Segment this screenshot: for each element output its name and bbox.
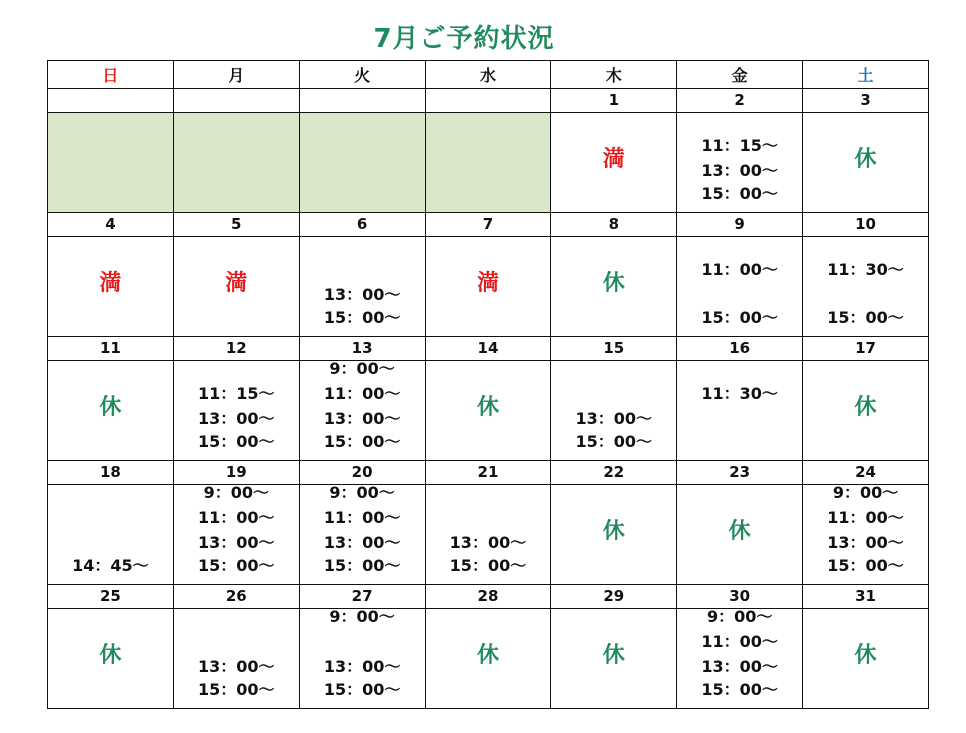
date-number: 13 xyxy=(299,336,425,360)
fully-booked-mark: 満 xyxy=(99,270,122,296)
closed-day-mark: 休 xyxy=(854,642,877,668)
time-slot: 13：00～ xyxy=(323,284,401,304)
day-cell xyxy=(551,484,677,584)
date-number-row xyxy=(48,212,929,236)
time-slot: 14：45～ xyxy=(72,555,149,575)
time-slot: 15：00～ xyxy=(701,307,778,327)
day-cell xyxy=(173,236,299,336)
time-slot: 15：00～ xyxy=(701,679,778,699)
date-number: 24 xyxy=(803,460,929,484)
weekday-sat: 土 xyxy=(803,61,929,89)
time-slot: 15：00～ xyxy=(323,679,401,699)
availability-row xyxy=(48,484,929,584)
date-number: 5 xyxy=(173,212,299,236)
closed-day-mark: 休 xyxy=(854,394,877,420)
availability-row xyxy=(48,236,929,336)
time-slot: 13：00～ xyxy=(701,160,778,180)
date-number: 22 xyxy=(551,460,677,484)
date-number: 10 xyxy=(803,212,929,236)
weekday-wed: 水 xyxy=(425,61,551,89)
calendar-body xyxy=(48,61,929,709)
time-slot: 13：00～ xyxy=(197,532,275,552)
time-slot: 11：00～ xyxy=(701,259,778,279)
day-cell xyxy=(425,484,551,584)
time-slot: 11：15～ xyxy=(197,383,275,403)
time-slot: 13：00～ xyxy=(323,656,401,676)
time-slot: 11：00～ xyxy=(323,383,401,403)
day-cell xyxy=(299,608,425,708)
date-number: 25 xyxy=(48,584,174,608)
time-slot: 11：00～ xyxy=(323,507,401,527)
day-cell xyxy=(551,608,677,708)
day-cell xyxy=(677,608,803,708)
date-number: 23 xyxy=(677,460,803,484)
reservation-calendar xyxy=(47,60,929,709)
time-slot: 9：00～ xyxy=(329,606,395,626)
day-cell xyxy=(551,112,677,212)
date-number: 16 xyxy=(677,336,803,360)
day-cell xyxy=(299,360,425,460)
day-cell xyxy=(803,608,929,708)
page-title: 7月ご予約状況 xyxy=(373,24,555,54)
closed-day-mark: 休 xyxy=(99,394,122,420)
day-cell xyxy=(425,608,551,708)
day-cell xyxy=(677,112,803,212)
date-number: 1 xyxy=(551,88,677,112)
closed-day-mark: 休 xyxy=(854,146,877,172)
weekday-thu: 木 xyxy=(551,61,677,89)
day-cell xyxy=(803,112,929,212)
date-number: 28 xyxy=(425,584,551,608)
day-cell xyxy=(173,112,299,212)
closed-day-mark: 休 xyxy=(602,642,625,668)
day-cell xyxy=(803,360,929,460)
day-cell xyxy=(551,236,677,336)
day-cell xyxy=(48,236,174,336)
day-cell xyxy=(677,236,803,336)
date-number: 18 xyxy=(48,460,174,484)
date-number: 9 xyxy=(677,212,803,236)
day-cell xyxy=(48,484,174,584)
time-slot: 15：00～ xyxy=(449,555,527,575)
date-number: 17 xyxy=(803,336,929,360)
time-slot: 15：00～ xyxy=(827,307,904,327)
date-number: 20 xyxy=(299,460,425,484)
day-cell xyxy=(677,484,803,584)
day-cell xyxy=(48,608,174,708)
date-number: 27 xyxy=(299,584,425,608)
day-cell xyxy=(48,112,174,212)
date-number-row xyxy=(48,584,929,608)
time-slot: 15：00～ xyxy=(323,431,401,451)
day-cell xyxy=(803,236,929,336)
time-slot: 9：00～ xyxy=(203,482,269,502)
time-slot: 13：00～ xyxy=(575,408,653,428)
date-number-row xyxy=(48,336,929,360)
day-cell xyxy=(803,484,929,584)
time-slot: 15：00～ xyxy=(827,555,904,575)
date-number: 4 xyxy=(48,212,174,236)
date-number: 11 xyxy=(48,336,174,360)
day-cell xyxy=(48,360,174,460)
time-slot: 15：00～ xyxy=(701,183,778,203)
time-slot: 9：00～ xyxy=(706,606,773,626)
time-slot: 9：00～ xyxy=(329,482,395,502)
date-number xyxy=(425,88,551,112)
weekday-sun: 日 xyxy=(48,61,174,89)
date-number: 3 xyxy=(803,88,929,112)
time-slot: 11：00～ xyxy=(197,507,275,527)
day-cell xyxy=(173,608,299,708)
date-number-row xyxy=(48,460,929,484)
time-slot: 13：00～ xyxy=(197,656,275,676)
date-number: 21 xyxy=(425,460,551,484)
availability-row xyxy=(48,112,929,212)
time-slot: 13：00～ xyxy=(197,408,275,428)
time-slot: 15：00～ xyxy=(575,431,653,451)
fully-booked-mark: 満 xyxy=(225,270,248,296)
date-number: 31 xyxy=(803,584,929,608)
day-cell xyxy=(299,236,425,336)
time-slot: 13：00～ xyxy=(827,532,904,552)
time-slot: 15：00～ xyxy=(197,555,275,575)
time-slot: 11：00～ xyxy=(701,631,778,651)
time-slot: 15：00～ xyxy=(323,307,401,327)
date-number: 7 xyxy=(425,212,551,236)
day-cell xyxy=(299,484,425,584)
date-number: 8 xyxy=(551,212,677,236)
date-number: 29 xyxy=(551,584,677,608)
time-slot: 11：30～ xyxy=(701,383,778,403)
time-slot: 13：00～ xyxy=(449,532,527,552)
availability-row xyxy=(48,608,929,708)
time-slot: 15：00～ xyxy=(197,431,275,451)
time-slot: 15：00～ xyxy=(323,555,401,575)
closed-day-mark: 休 xyxy=(99,642,122,668)
date-number xyxy=(299,88,425,112)
date-number: 12 xyxy=(173,336,299,360)
date-number: 14 xyxy=(425,336,551,360)
time-slot: 11：15～ xyxy=(701,135,778,155)
weekday-fri: 金 xyxy=(677,61,803,89)
closed-day-mark: 休 xyxy=(476,642,499,668)
day-cell xyxy=(425,360,551,460)
day-cell xyxy=(173,484,299,584)
closed-day-mark: 休 xyxy=(728,518,751,544)
time-slot: 9：00～ xyxy=(329,358,395,378)
day-cell xyxy=(173,360,299,460)
date-number: 2 xyxy=(677,88,803,112)
date-number: 26 xyxy=(173,584,299,608)
time-slot: 13：00～ xyxy=(701,656,778,676)
weekday-mon: 月 xyxy=(173,61,299,89)
time-slot: 11：30～ xyxy=(827,259,904,279)
date-number: 19 xyxy=(173,460,299,484)
day-cell xyxy=(299,112,425,212)
date-number-row xyxy=(48,88,929,112)
day-cell xyxy=(425,236,551,336)
time-slot: 15：00～ xyxy=(197,679,275,699)
fully-booked-mark: 満 xyxy=(602,146,625,172)
time-slot: 13：00～ xyxy=(323,532,401,552)
day-cell xyxy=(551,360,677,460)
availability-row xyxy=(48,360,929,460)
day-cell xyxy=(677,360,803,460)
time-slot: 13：00～ xyxy=(323,408,401,428)
closed-day-mark: 休 xyxy=(476,394,499,420)
fully-booked-mark: 満 xyxy=(476,270,499,296)
date-number: 30 xyxy=(677,584,803,608)
closed-day-mark: 休 xyxy=(602,270,625,296)
time-slot: 11：00～ xyxy=(827,507,904,527)
closed-day-mark: 休 xyxy=(602,518,625,544)
date-number: 6 xyxy=(299,212,425,236)
time-slot: 9：00～ xyxy=(832,482,899,502)
date-number xyxy=(173,88,299,112)
weekday-tue: 火 xyxy=(299,61,425,89)
date-number xyxy=(48,88,174,112)
day-cell xyxy=(425,112,551,212)
date-number: 15 xyxy=(551,336,677,360)
weekday-header-row xyxy=(48,61,929,89)
